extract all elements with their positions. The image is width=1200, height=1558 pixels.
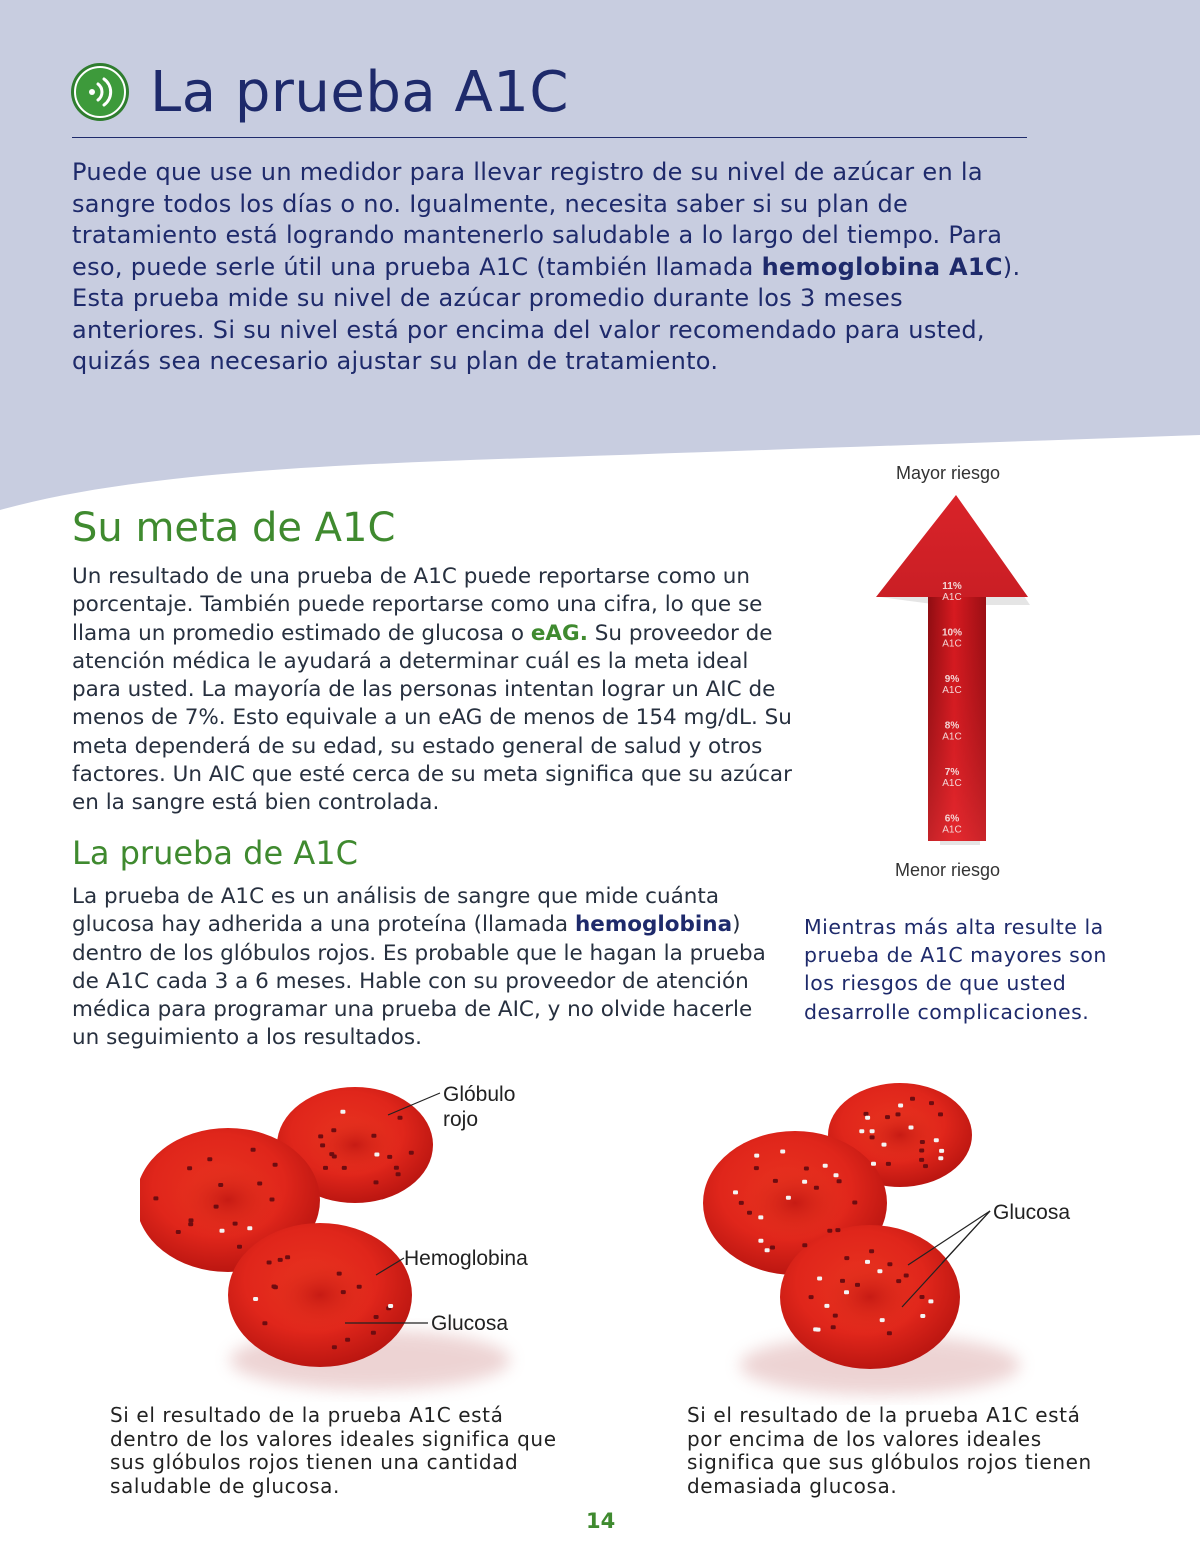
glucose-dot: [880, 1318, 885, 1322]
left-caption: Si el resultado de la prueba A1C está dentro de los valores ideales significa que sus glóbulos rojos tienen una cantidad saludable de glucosa.: [110, 1403, 557, 1498]
callout-red-cell-line2: rojo: [443, 1108, 479, 1131]
hemoglobin-dot: [910, 1097, 915, 1101]
risk-note: Mientras más alta resulte la prueba de A1C mayores son los riesgos de que usted desarrolle complicaciones.: [804, 915, 1107, 1024]
hemoglobin-dot: [840, 1279, 845, 1283]
glucose-dot: [733, 1190, 738, 1194]
hemoglobin-dot: [920, 1295, 925, 1299]
hemoglobin-dot: [804, 1167, 809, 1171]
glucose-dot: [865, 1260, 870, 1264]
test-heading: La prueba de A1C: [72, 834, 358, 872]
hemoglobin-dot: [887, 1262, 892, 1266]
arrow-level-unit: A1C: [942, 592, 962, 603]
glucose-dot: [898, 1104, 903, 1108]
right-caption: Si el resultado de la prueba A1C está por encima de los valores ideales significa que sus glóbulos rojos tienen demasiada glucosa.: [687, 1403, 1092, 1498]
hemoglobin-dot: [809, 1295, 814, 1299]
glucose-dot: [758, 1215, 763, 1219]
glucose-dot: [909, 1126, 914, 1130]
goal-text-1: Un resultado de una prueba de A1C puede reportarse como un porcentaje. También puede reportarse como una cifra, lo que se llama un promedio estimado de glucosa o: [72, 564, 763, 646]
glucose-dot: [802, 1180, 807, 1184]
hemoglobin-dot: [747, 1211, 752, 1215]
hemoglobin-dot: [831, 1325, 836, 1329]
title-row: [70, 52, 569, 132]
test-text-2: ) dentro de los glóbulos rojos. Es probable que le hagan la prueba de A1C cada 3 a 6 meses. Hable con su proveedor de atención médica para programar una prueba de AIC, y no olvide hacerle un seguimiento a los resultados.: [72, 912, 766, 1051]
hemoglobin-dot: [837, 1179, 842, 1183]
callout-red-cell: [443, 1082, 515, 1132]
glucose-dot: [816, 1328, 821, 1332]
glucose-dot: [754, 1154, 759, 1158]
glucose-dot: [786, 1196, 791, 1200]
callout-red-cell-line1: Glóbulo: [443, 1083, 516, 1106]
hemoglobin-dot: [919, 1158, 924, 1162]
glucose-dot: [824, 1304, 829, 1308]
hemoglobin-dot: [814, 1186, 819, 1190]
goal-heading: Su meta de A1C: [72, 505, 396, 551]
glucose-dot: [870, 1129, 875, 1133]
arrow-top-label: Mayor riesgo: [896, 463, 1001, 483]
test-paragraph: [72, 883, 772, 1053]
intro-text-1: Puede que use un medidor para llevar registro de su nivel de azúcar en la sangre todos los días o no. Igualmente, necesita saber si su plan de tratamiento está logrando mantenerlo saludable a lo largo del tiempo. Para eso, puede serle útil una prueba A1C (también llamada: [72, 158, 1003, 281]
hemoglobin-dot: [773, 1179, 778, 1183]
arrow-level-unit: A1C: [942, 778, 962, 789]
hemoglobin-dot: [919, 1149, 924, 1153]
glucose-dot: [871, 1162, 876, 1166]
hemoglobin-dot: [869, 1249, 874, 1253]
glucose-dot: [934, 1138, 939, 1142]
page-title: La prueba A1C: [150, 59, 570, 125]
arrow-level-pct: 6%: [944, 813, 960, 825]
hemoglobin-dot: [739, 1201, 744, 1205]
glucose-dot: [939, 1149, 944, 1153]
glucose-dot: [823, 1164, 828, 1168]
hemoglobin-dot: [827, 1229, 832, 1233]
hemoglobin-dot: [886, 1162, 891, 1166]
test-bold-term: hemoglobina: [574, 912, 733, 938]
glucose-dot: [758, 1239, 763, 1243]
glucose-dot: [882, 1143, 887, 1147]
hemoglobin-dot: [885, 1115, 890, 1119]
test-text-1: La prueba de A1C es un análisis de sangre que mide cuánta glucosa hay adherida a una proteína (llamada: [72, 884, 720, 938]
hemoglobin-dot: [920, 1140, 925, 1144]
arrow-level-unit: A1C: [942, 685, 962, 696]
arrow-level-pct: 7%: [944, 767, 960, 778]
goal-text-2: Su proveedor de atención médica le ayudará a determinar cuál es la meta ideal para usted. La mayoría de las personas intentan lograr un AIC de menos de 7%. Esto equivale a un eAG de menos de 154 mg/dL. Su meta dependerá de su edad, su estado general de salud y otros factores. Un AIC que esté cerca de su meta significa que su azúcar en la sangre está bien controlada.: [72, 620, 792, 816]
intro-paragraph: [72, 157, 1032, 378]
hemoglobin-dot: [938, 1112, 943, 1116]
hemoglobin-dot: [855, 1283, 860, 1287]
glucose-dot: [834, 1173, 839, 1177]
high-glucose-cells-illustration: [690, 1075, 1130, 1405]
hemoglobin-dot: [754, 1166, 759, 1170]
hemoglobin-dot: [864, 1112, 869, 1116]
glucose-dot: [765, 1248, 770, 1252]
goal-paragraph: [72, 563, 802, 818]
glucose-dot: [817, 1277, 822, 1281]
goal-bold-term: eAG.: [530, 620, 588, 646]
hemoglobin-dot: [770, 1246, 775, 1250]
intro-text-2: ). Esta prueba mide su nivel de azúcar promedio durante los 3 meses anteriores. Si su nivel está por encima del valor recomendado para usted, quizás sea necesario ajustar su plan de tratamiento.: [72, 252, 1021, 375]
arrow-level-unit: A1C: [942, 824, 962, 836]
arrow-level-unit: A1C: [942, 638, 962, 650]
title-divider: [72, 137, 1027, 138]
risk-arrow-graphic: [868, 493, 1038, 853]
arrow-level-unit: A1C: [942, 731, 962, 743]
hemoglobin-dot: [929, 1101, 934, 1105]
hemoglobin-dot: [852, 1201, 857, 1205]
intro-bold-term: hemoglobina A1C: [761, 252, 1003, 281]
glucose-dot: [920, 1314, 925, 1318]
hemoglobin-dot: [896, 1112, 901, 1116]
glucose-dot: [844, 1290, 849, 1294]
glucose-dot: [928, 1299, 933, 1303]
audio-icon: [70, 62, 130, 122]
hemoglobin-dot: [904, 1274, 909, 1278]
arrow-level-pct: 9%: [944, 674, 960, 685]
callout-hemoglobin: Hemoglobina: [404, 1247, 528, 1270]
hemoglobin-dot: [844, 1256, 849, 1260]
hemoglobin-dot: [887, 1331, 892, 1335]
glucose-dot: [938, 1156, 943, 1160]
hemoglobin-dot: [870, 1135, 875, 1139]
arrow-bottom-label: Menor riesgo: [895, 860, 1001, 880]
hemoglobin-dot: [896, 1279, 901, 1283]
page-number: 14: [586, 1509, 616, 1533]
glucose-dot: [877, 1269, 882, 1273]
callout-glucose-left: Glucosa: [431, 1312, 509, 1335]
hemoglobin-dot: [923, 1164, 928, 1168]
hemoglobin-dot: [833, 1314, 838, 1318]
hemoglobin-dot: [802, 1243, 807, 1247]
glucose-dot: [865, 1116, 870, 1120]
callout-glucose-right: Glucosa: [993, 1201, 1071, 1224]
arrow-level-pct: 8%: [944, 720, 960, 732]
hemoglobin-dot: [835, 1228, 840, 1232]
arrow-level-pct: 10%: [941, 627, 963, 639]
arrow-level-pct: 11%: [942, 581, 962, 592]
glucose-dot: [859, 1129, 864, 1133]
glucose-dot: [780, 1150, 785, 1154]
